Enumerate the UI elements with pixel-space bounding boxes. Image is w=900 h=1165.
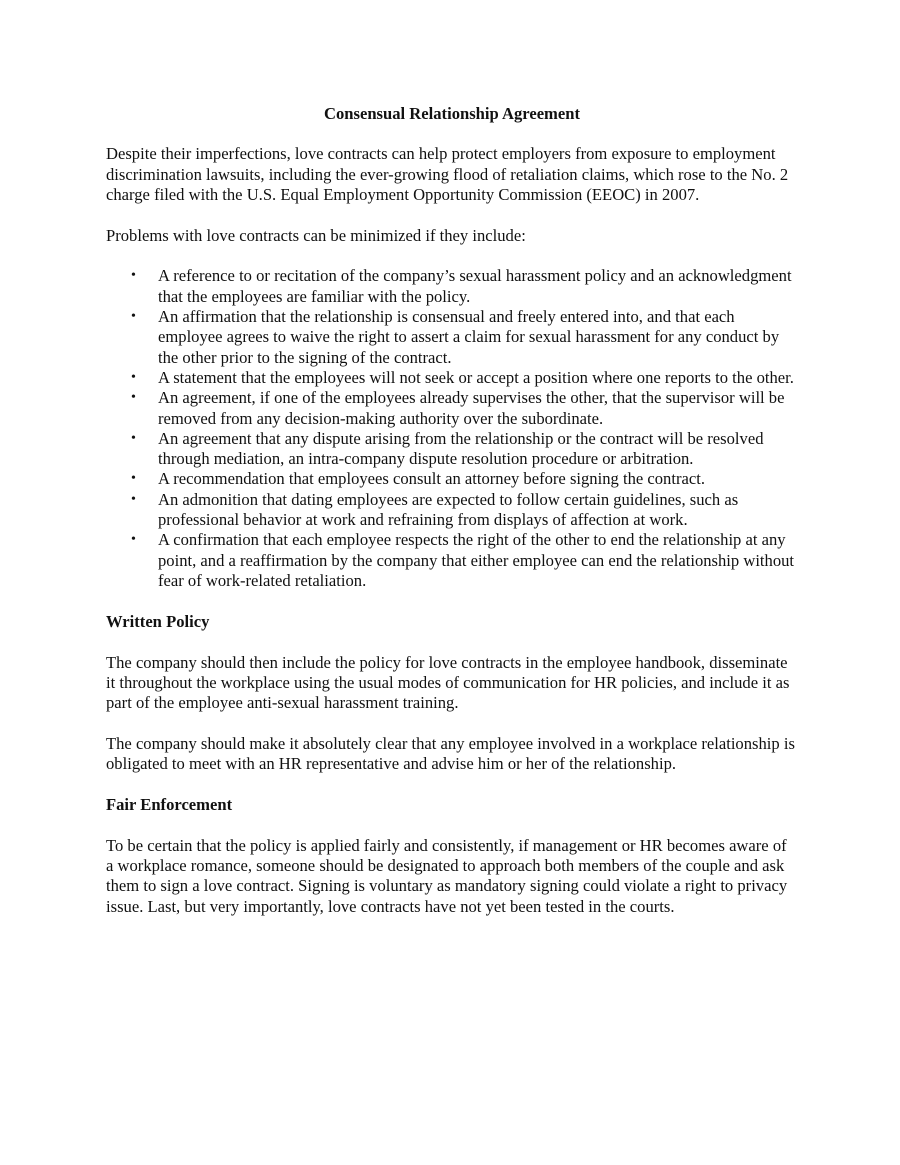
list-item-text: An agreement, if one of the employees already supervises the other, that the supervisor will be removed from any decision-making authority over the subordinate. [158,388,785,428]
list-item-text: A recommendation that employees consult an attorney before signing the contract. [158,469,705,489]
written-policy-paragraph: The company should make it absolutely clear that any employee involved in a workplace relationship is obligated to meet with an HR representative and advise him or her of the relationship. [106,733,795,774]
list-item [106,388,798,429]
intro-paragraph: Despite their imperfections, love contracts can help protect employers from exposure to employment discrimination lawsuits, including the ever-growing flood of retaliation claims, which rose to the No. 2 charge filed with the U.S. Equal Employment Opportunity Commission (EEOC) in 2007. [106,144,789,204]
list-item [106,530,798,591]
list-item-text: A reference to or recitation of the company’s sexual harassment policy and an acknowledgment that the employees are familiar with the policy. [158,266,792,306]
list-item [106,368,798,388]
fair-enforcement-heading: Fair Enforcement [106,795,233,815]
written-policy-paragraph: The company should then include the policy for love contracts in the employee handbook, disseminate it throughout the workplace using the usual modes of communication for HR policies, and include it as part of the employee anti-sexual harassment training. [106,652,790,713]
list-item [106,307,798,368]
list-item [106,490,798,531]
bullet-icon: • [131,491,136,507]
list-item-text: An affirmation that the relationship is consensual and freely entered into, and that each employee agrees to waive the right to assert a claim for sexual harassment for any conduct by the other prior to the signing of the contract. [158,307,780,367]
document-title: Consensual Relationship Agreement [324,104,580,123]
bullet-icon: • [131,309,136,325]
bullet-icon: • [131,268,136,284]
list-item-text: A confirmation that each employee respects the right of the other to end the relationship at any point, and a reaffirmation by the company that either employee can end the relationship without fear of work-related retaliation. [158,530,795,590]
bullet-icon: • [131,369,136,385]
list-item-text: An agreement that any dispute arising from the relationship or the contract will be resolved through mediation, an intra-company dispute resolution procedure or arbitration. [158,428,764,469]
list-lead-paragraph: Problems with love contracts can be minimized if they include: [106,225,526,245]
recommendation-list [106,266,798,591]
list-item-text: An admonition that dating employees are expected to follow certain guidelines, such as professional behavior at work and refraining from displays of affection at work. [158,489,739,530]
document-page [106,104,798,938]
list-item [106,429,798,470]
written-policy-heading: Written Policy [106,611,210,631]
fair-enforcement-paragraph: To be certain that the policy is applied fairly and consistently, if management or HR becomes aware of a workplace romance, someone should be designated to approach both members of the couple and ask them to sign a love contract. Signing is voluntary as mandatory signing could violate a right to privacy issue. Last, but very importantly, love contracts have not yet been tested in the courts. [106,835,788,916]
list-item-text: A statement that the employees will not seek or accept a position where one reports to the other. [158,367,794,387]
bullet-icon: • [131,430,136,446]
bullet-icon: • [131,532,136,548]
bullet-icon: • [131,471,136,487]
bullet-icon: • [131,390,136,406]
list-item [106,469,798,489]
list-item [106,266,798,307]
